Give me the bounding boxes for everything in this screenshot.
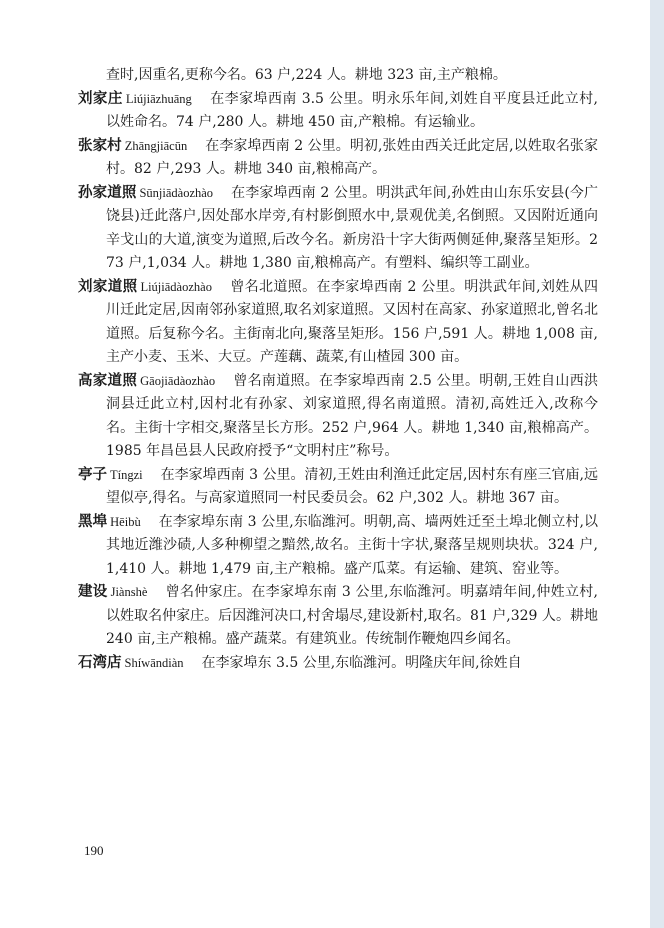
entry-liujiadaozhao	[78, 276, 598, 370]
entry-paragraph	[78, 581, 598, 652]
entry-name: 高家道照	[78, 372, 138, 389]
entry-zhangjiacun	[78, 135, 598, 182]
document-body	[78, 64, 598, 675]
entry-paragraph	[78, 276, 598, 370]
entry-tingzi	[78, 464, 598, 511]
entry-name: 建设	[78, 584, 108, 600]
entry-gaojiadaozhao	[78, 370, 598, 464]
entry-liujiazhuang	[78, 88, 598, 135]
entry-text: 在李家埠东南 3 公里,东临潍河。明朝,高、墙两姓迁至土埠北侧立村,以其地近潍沙碛,人多种柳望之黯然,故名。主街十字状,聚落呈规则块状。324 户,1,410 人。耕地 1,479 亩,主产粮棉。盛产瓜菜。有运输、建筑、窑业等。	[106, 513, 598, 577]
intro-text: 查时,因重名,更称今名。63 户,224 人。耕地 323 亩,主产粮棉。	[106, 67, 507, 83]
entry-text: 在李家埠西南 2 公里。明初,张姓由西关迁此定居,以姓取名张家村。82 户,293 人。耕地 340 亩,粮棉高产。	[106, 137, 598, 177]
entry-pinyin: Liújiādàozhào	[140, 279, 212, 294]
entry-name: 石湾店	[78, 654, 122, 671]
entry-sunjiadaozhao	[78, 182, 598, 276]
entry-pinyin: Sūnjiādàozhào	[139, 185, 214, 200]
entry-pinyin: Hēibù	[110, 514, 141, 529]
entry-text: 在李家埠东 3.5 公里,东临潍河。明隆庆年间,徐姓自	[201, 654, 522, 671]
entry-name: 刘家庄	[78, 90, 123, 107]
entry-paragraph	[78, 182, 598, 276]
entry-pinyin: Shíwāndiàn	[124, 655, 184, 670]
entry-name: 张家村	[78, 137, 122, 154]
entry-text: 在李家埠西南 3 公里。清初,王姓由利渔迁此定居,因村东有座三官庙,远望似亭,得名。与高家道照同一村民委员会。62 户,302 人。耕地 367 亩。	[106, 466, 598, 506]
entry-name: 孙家道照	[78, 184, 137, 201]
entry-paragraph	[78, 135, 598, 182]
entry-text: 曾名仲家庄。在李家埠东南 3 公里,东临潍河。明嘉靖年间,仲姓立村,以姓取名仲家庄。后因潍河决口,村舍塌尽,建设新村,取名。81 户,329 人。耕地 240 亩,主产粮棉。盛产蔬菜。有建筑业。传统制作鞭炮四乡闻名。	[106, 584, 598, 647]
entry-paragraph	[78, 370, 598, 464]
entry-pinyin: Liújiāzhuāng	[125, 91, 192, 106]
entry-text: 在李家埠西南 2 公里。明洪武年间,孙姓由山东乐安县(今广饶县)迁此落户,因处郚水岸旁,有村影倒照水中,景观优美,名倒照。又因附近通向辛戈山的大道,演变为道照,后改今名。新房沿十字大街两侧延伸,聚落呈矩形。273 户,1,034 人。耕地 1,380 亩,粮棉高产。有塑料、编织等工副业。	[106, 184, 599, 271]
entry-jianshe	[78, 581, 598, 652]
entry-pinyin: Tíngzi	[110, 467, 143, 482]
entry-text: 曾名南道照。在李家埠西南 2.5 公里。明朝,王姓自山西洪洞县迁此立村,因村北有孙家、刘家道照,得名南道照。清初,高姓迁入,改称今名。主街十字相交,聚落呈长方形。252 户,964 人。耕地 1,340 亩,粮棉高产。1985 年昌邑县人民政府授予“文明村庄”称号。	[106, 372, 598, 459]
entry-name: 亭子	[78, 466, 108, 483]
entry-pinyin: Jiànshè	[110, 585, 148, 599]
entry-text: 曾名北道照。在李家埠西南 2 公里。明洪武年间,刘姓从四川迁此定居,因南邻孙家道照,取名刘家道照。又因村在高家、孙家道照北,曾名北道照。后复称今名。主街南北向,聚落呈矩形。156 户,591 人。耕地 1,008 亩,主产小麦、玉米、大豆。产莲藕、蔬菜,有山楂园 300 亩。	[106, 278, 598, 365]
entry-shiwandian	[78, 652, 598, 676]
intro-continuation	[78, 64, 598, 88]
entry-paragraph	[78, 511, 598, 582]
entry-heibu	[78, 511, 598, 582]
entry-name: 刘家道照	[78, 278, 138, 295]
entry-name: 黑埠	[78, 513, 108, 530]
entry-pinyin: Gāojiādàozhào	[140, 373, 216, 388]
page-number: 190	[84, 843, 104, 858]
entry-paragraph	[78, 652, 598, 676]
entry-pinyin: Zhāngjiācūn	[124, 138, 188, 153]
entry-paragraph	[78, 464, 598, 511]
page-edge-shadow	[650, 0, 664, 928]
entry-text: 在李家埠西南 3.5 公里。明永乐年间,刘姓自平度县迁此立村,以姓命名。74 户,280 人。耕地 450 亩,产粮棉。有运输业。	[106, 90, 598, 130]
entry-paragraph	[78, 88, 598, 135]
